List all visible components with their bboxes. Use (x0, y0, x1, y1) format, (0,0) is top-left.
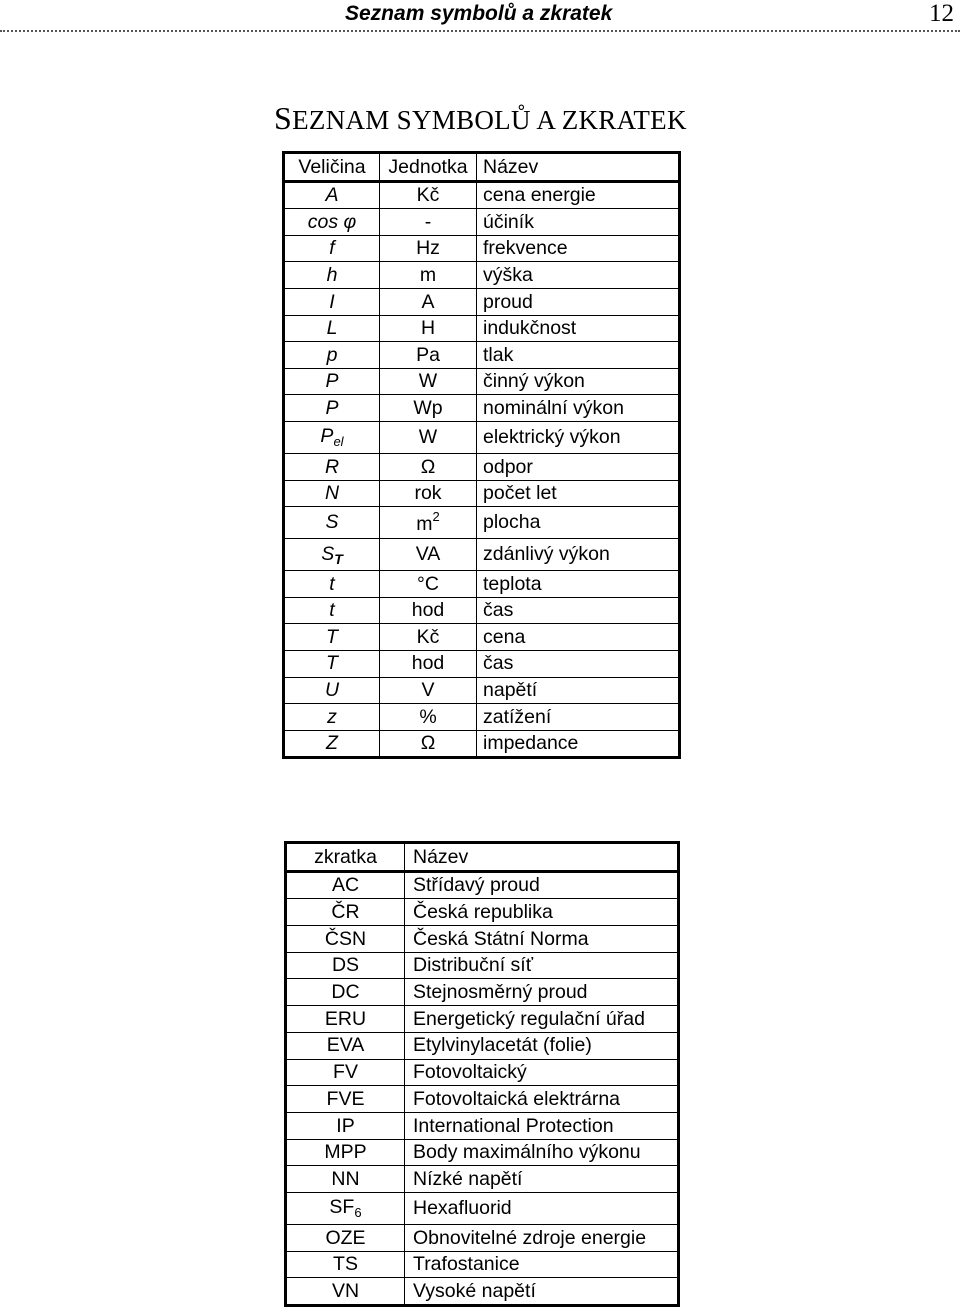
unit-text: Pa (416, 343, 440, 366)
table-row (286, 1192, 679, 1224)
name-cell: odpor (477, 453, 680, 480)
name-cell: Etylvinylacetát (folie) (405, 1032, 679, 1059)
unit-text: hod (411, 599, 445, 622)
symbol-subscript: T (334, 550, 343, 567)
table-row (284, 624, 680, 651)
abbreviations-table (284, 841, 680, 1307)
symbol-cell (284, 421, 380, 453)
symbol-cell (284, 597, 380, 624)
table-row (286, 1032, 679, 1059)
unit-text: H (420, 317, 436, 340)
table-row (286, 1086, 679, 1113)
unit-cell (380, 597, 477, 624)
symbol-text: P (320, 424, 334, 447)
symbol-text: N (324, 482, 340, 505)
name-cell: Česká Státní Norma (405, 926, 679, 953)
unit-text: Kč (416, 625, 440, 648)
name-cell: impedance (483, 732, 579, 755)
symbol-text: t (329, 599, 335, 622)
column-header-name: Název (405, 843, 679, 872)
unit-cell (380, 650, 477, 677)
name-cell: výška (477, 262, 680, 289)
unit-text: W (418, 426, 438, 449)
name-cell: Energetický regulační úřad (405, 1006, 679, 1033)
name-cell: Fotovoltaický (405, 1059, 679, 1086)
symbol-subscript: el (333, 433, 344, 449)
abbreviation-text: OZE (325, 1226, 366, 1249)
unit-text: A (421, 290, 435, 313)
name-cell: indukčnost (477, 315, 680, 342)
name-cell: cena energie (477, 181, 680, 209)
abbreviation-cell (286, 899, 405, 926)
table-row (286, 1251, 679, 1278)
symbol-text: S (321, 542, 335, 565)
table-row (284, 597, 680, 624)
abbreviation-cell (286, 1112, 405, 1139)
abbreviation-cell (286, 1032, 405, 1059)
abbreviations-table-header (286, 843, 679, 872)
abbreviation-text: IP (336, 1114, 355, 1137)
symbol-cell (284, 539, 380, 571)
symbol-cell (284, 650, 380, 677)
name-cell: Distribuční síť (405, 952, 679, 979)
abbreviation-text: ČR (331, 901, 360, 923)
name-cell: elektrický výkon (477, 421, 680, 453)
column-header-unit: Jednotka (380, 153, 477, 182)
symbol-cell (284, 395, 380, 422)
symbol-text: I (329, 290, 335, 313)
symbol-cell (284, 571, 380, 598)
table-row (284, 677, 680, 704)
unit-text: Ω (420, 455, 436, 478)
table-row (284, 704, 680, 731)
unit-text: Kč (416, 184, 440, 207)
symbol-cell (284, 677, 380, 704)
unit-text: Ω (420, 732, 436, 755)
name-cell: Fotovoltaická elektrárna (405, 1086, 679, 1113)
abbreviation-cell (286, 1278, 405, 1306)
name-cell: plocha (477, 507, 680, 539)
symbol-text: P (325, 396, 339, 419)
abbreviation-cell (286, 1006, 405, 1033)
symbol-cell (284, 181, 380, 209)
unit-text: Wp (413, 396, 443, 419)
unit-text: °C (417, 572, 439, 595)
unit-text: Hz (416, 237, 440, 260)
symbol-text: f (329, 237, 335, 260)
symbol-cell (284, 262, 380, 289)
table-row (286, 1166, 679, 1193)
name-cell: čas (477, 597, 680, 624)
unit-cell (380, 677, 477, 704)
unit-cell (380, 315, 477, 342)
table-row (286, 1059, 679, 1086)
abbreviation-text: VN (331, 1279, 360, 1302)
name-cell: Česká republika (405, 899, 679, 926)
abbreviation-text: ERU (324, 1007, 367, 1030)
unit-text: % (419, 705, 437, 728)
symbol-text: h (326, 263, 338, 286)
column-header-abbreviation: zkratka (286, 843, 405, 872)
section-title (274, 100, 687, 137)
symbol-text: t (329, 572, 335, 595)
name-cell: Stejnosměrný proud (405, 979, 679, 1006)
abbreviation-text: TS (333, 1253, 358, 1276)
running-header (0, 0, 960, 32)
symbol-cell (284, 342, 380, 369)
name-cell: Vysoké napětí (413, 1279, 536, 1302)
page-number: 12 (929, 0, 954, 27)
name-cell: napětí (477, 677, 680, 704)
name-cell: zatížení (477, 704, 680, 731)
table-row (286, 926, 679, 953)
symbol-cell (284, 209, 380, 236)
symbol-cell (284, 288, 380, 315)
symbol-cell (284, 453, 380, 480)
unit-cell (380, 262, 477, 289)
unit-superscript: 2 (432, 508, 440, 524)
symbols-table (282, 151, 681, 759)
symbol-text: P (325, 370, 339, 393)
table-row (284, 421, 680, 453)
unit-text: V (421, 679, 435, 702)
symbol-cell (284, 235, 380, 262)
section-title-initial: S (274, 100, 293, 136)
name-cell: Obnovitelné zdroje energie (405, 1224, 679, 1251)
abbreviation-text: ČSN (324, 927, 367, 950)
unit-cell (380, 368, 477, 395)
table-row (286, 871, 679, 899)
symbol-text: A (325, 184, 339, 207)
table-row (284, 571, 680, 598)
unit-text: W (418, 370, 438, 393)
name-cell: počet let (477, 480, 680, 507)
symbol-text: Z (326, 732, 338, 755)
symbol-text: z (327, 705, 337, 728)
unit-text: hod (411, 652, 445, 675)
name-cell: Trafostanice (405, 1251, 679, 1278)
table-row (284, 209, 680, 236)
abbreviation-text: NN (331, 1167, 360, 1190)
table-row (284, 262, 680, 289)
table-row (284, 507, 680, 539)
name-cell: činný výkon (477, 368, 680, 395)
abbreviation-cell (286, 1166, 405, 1193)
table-row (286, 1224, 679, 1251)
name-cell: zdánlivý výkon (477, 539, 680, 571)
abbreviation-text: FVE (326, 1087, 365, 1110)
table-row (284, 539, 680, 571)
abbreviation-subscript: 6 (354, 1204, 362, 1220)
name-cell: Hexafluorid (405, 1192, 679, 1224)
table-row (284, 480, 680, 507)
name-cell: tlak (477, 342, 680, 369)
table-row (284, 730, 680, 758)
symbol-text: p (326, 343, 338, 366)
table-row (286, 952, 679, 979)
name-cell: účiník (477, 209, 680, 236)
abbreviation-text: SF (329, 1195, 355, 1218)
symbol-text: cos φ (307, 210, 357, 233)
symbol-cell (284, 507, 380, 539)
unit-text: m (419, 263, 437, 286)
abbreviation-text: AC (331, 874, 360, 897)
abbreviation-cell (286, 1251, 405, 1278)
name-cell: Střídavý proud (405, 871, 679, 899)
unit-cell (380, 209, 477, 236)
unit-cell (380, 453, 477, 480)
table-row (284, 453, 680, 480)
table-row (286, 1139, 679, 1166)
name-cell: nominální výkon (477, 395, 680, 422)
table-row (284, 368, 680, 395)
symbol-text: L (326, 317, 338, 340)
unit-cell (380, 730, 477, 758)
table-row (286, 899, 679, 926)
abbreviation-cell (286, 1059, 405, 1086)
unit-cell (380, 571, 477, 598)
table-row (286, 979, 679, 1006)
name-cell: Nízké napětí (405, 1166, 679, 1193)
symbol-cell (284, 730, 380, 758)
abbreviation-cell (286, 1086, 405, 1113)
table-row (284, 181, 680, 209)
unit-text: - (424, 210, 432, 233)
table-row (284, 342, 680, 369)
unit-cell (380, 539, 477, 571)
running-title: Seznam symbolů a zkratek (345, 2, 613, 25)
unit-text: m (416, 512, 433, 535)
unit-text: rok (414, 482, 442, 505)
table-row (286, 1278, 679, 1306)
unit-cell (380, 704, 477, 731)
name-cell: cena (477, 624, 680, 651)
abbreviation-cell (286, 1192, 405, 1224)
unit-cell (380, 342, 477, 369)
abbreviation-cell (286, 979, 405, 1006)
symbol-cell (284, 315, 380, 342)
abbreviation-cell (286, 1224, 405, 1251)
symbol-text: T (326, 625, 338, 648)
name-cell: čas (477, 650, 680, 677)
symbol-cell (284, 624, 380, 651)
unit-text: VA (415, 543, 441, 566)
column-header-quantity: Veličina (284, 153, 380, 182)
unit-cell (380, 421, 477, 453)
abbreviation-text: FV (333, 1061, 358, 1084)
abbreviation-cell (286, 1139, 405, 1166)
abbreviation-text: DC (331, 981, 360, 1004)
unit-cell (380, 395, 477, 422)
table-row (284, 235, 680, 262)
table-row (284, 395, 680, 422)
unit-cell (380, 181, 477, 209)
unit-cell (380, 288, 477, 315)
table-row (284, 288, 680, 315)
abbreviation-cell (286, 926, 405, 953)
symbol-cell (284, 704, 380, 731)
section-title-rest: EZNAM SYMBOLŮ A ZKRATEK (292, 105, 687, 135)
unit-cell (380, 624, 477, 651)
name-cell: frekvence (477, 235, 680, 262)
abbreviation-cell (286, 871, 405, 899)
abbreviation-text: EVA (326, 1034, 365, 1057)
abbreviation-text: MPP (324, 1141, 367, 1164)
name-cell: proud (477, 288, 680, 315)
symbol-cell (284, 368, 380, 395)
symbol-text: U (324, 679, 340, 702)
abbreviation-text: DS (331, 954, 360, 977)
table-row (286, 1006, 679, 1033)
name-cell: Body maximálního výkonu (405, 1139, 679, 1166)
table-row (284, 650, 680, 677)
unit-cell (380, 480, 477, 507)
table-row (286, 1112, 679, 1139)
name-cell: teplota (477, 571, 680, 598)
name-cell: International Protection (405, 1112, 679, 1139)
symbol-cell (284, 480, 380, 507)
unit-cell (380, 507, 477, 539)
symbol-text: T (326, 652, 338, 675)
symbol-text: R (324, 455, 340, 478)
unit-cell (380, 235, 477, 262)
abbreviation-cell (286, 952, 405, 979)
table-row (284, 315, 680, 342)
symbol-text: S (325, 511, 339, 534)
column-header-name: Název (477, 153, 680, 182)
symbols-table-header (284, 153, 680, 182)
